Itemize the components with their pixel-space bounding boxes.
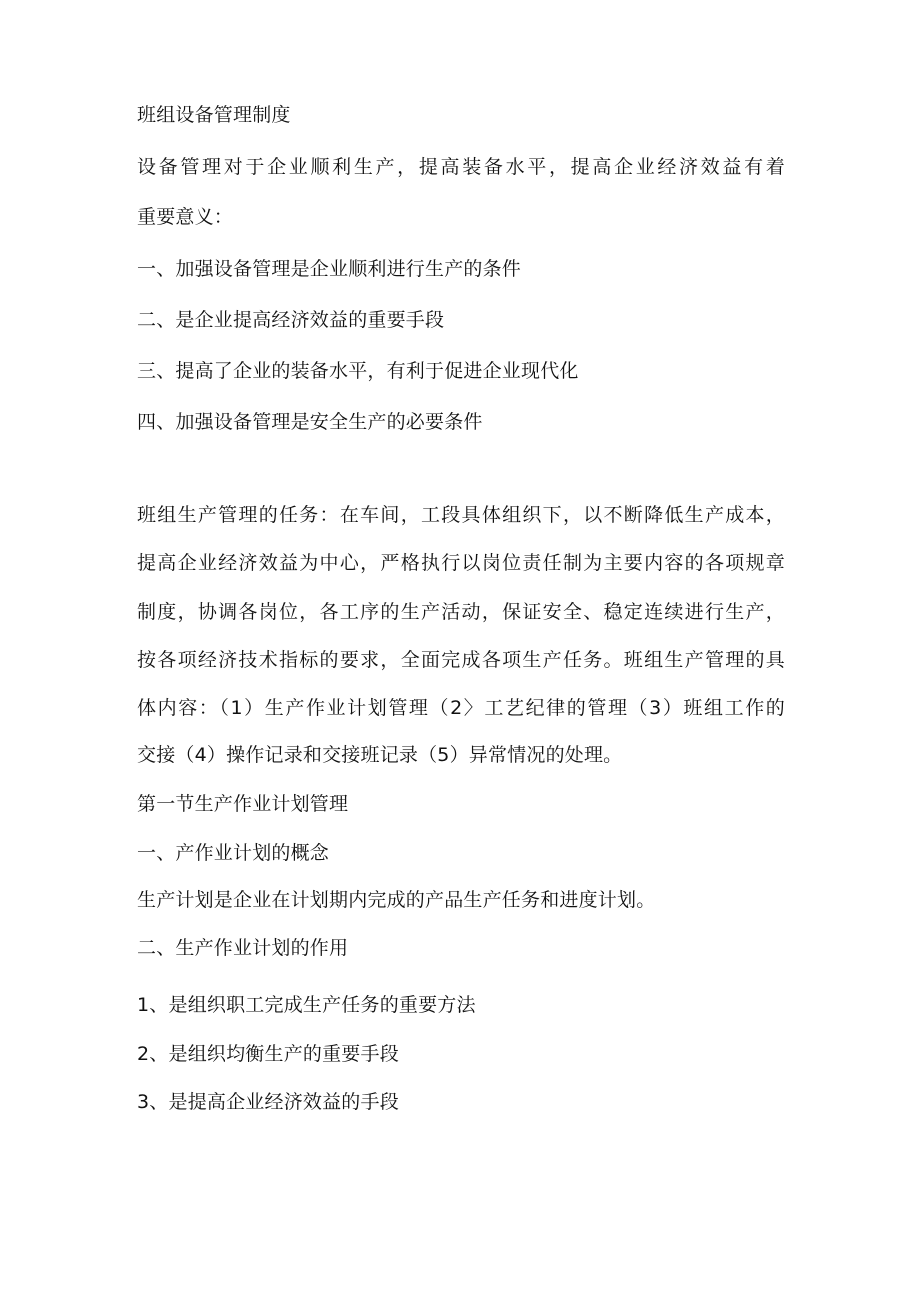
role-item-3: 3、是提高企业经济效益的手段 [137,1091,399,1113]
significance-point-1: 一、加强设备管理是企业顺利进行生产的条件 [137,258,522,280]
role-item-2: 2、是组织均衡生产的重要手段 [137,1043,399,1065]
section-heading: 第一节生产作业计划管理 [137,793,349,815]
task-paragraph-line-4: 按各项经济技术指标的要求，全面完成各项生产任务。班组生产管理的具 [137,649,785,671]
role-heading: 二、生产作业计划的作用 [137,937,349,959]
task-paragraph-line-3: 制度，协调各岗位，各工序的生产活动，保证安全、稳定连续进行生产， [137,601,785,623]
concept-heading: 一、产作业计划的概念 [137,842,330,864]
task-paragraph-line-5: 体内容：（1）生产作业计划管理（2〉工艺纪律的管理（3）班组工作的 [137,697,785,719]
significance-point-3: 三、提高了企业的装备水平，有利于促进企业现代化 [137,360,579,382]
intro-line-2: 重要意义： [137,206,234,228]
concept-text: 生产计划是企业在计划期内完成的产品生产任务和进度计划。 [137,889,656,911]
task-paragraph-line-1: 班组生产管理的任务：在车间，工段具体组织下，以不断降低生产成本， [137,504,785,526]
significance-point-2: 二、是企业提高经济效益的重要手段 [137,309,445,331]
role-item-1: 1、是组织职工完成生产任务的重要方法 [137,994,476,1016]
task-paragraph-line-6: 交接（4）操作记录和交接班记录（5）异常情况的处理。 [137,744,623,766]
task-paragraph-line-2: 提高企业经济效益为中心，严格执行以岗位责任制为主要内容的各项规章 [137,552,785,574]
intro-line-1: 设备管理对于企业顺利生产，提高装备水平，提高企业经济效益有着 [137,156,785,178]
significance-point-4: 四、加强设备管理是安全生产的必要条件 [137,411,483,433]
document-title: 班组设备管理制度 [137,104,291,126]
